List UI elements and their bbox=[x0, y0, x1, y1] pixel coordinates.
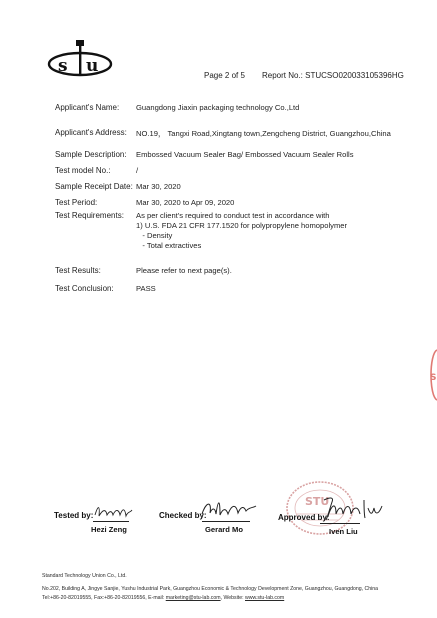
checked-by-name: Gerard Mo bbox=[205, 525, 243, 534]
footer-website-prefix: , Website: bbox=[220, 595, 245, 601]
approved-by-underline bbox=[320, 523, 360, 524]
test-requirements-line: As per client's required to conduct test in accordance with bbox=[136, 211, 330, 220]
applicant-address-label: Applicant's Address: bbox=[55, 128, 127, 137]
footer-website-link[interactable]: www.stu-lab.com bbox=[245, 595, 285, 601]
test-conclusion-label: Test Conclusion: bbox=[55, 284, 114, 293]
sample-description-label: Sample Description: bbox=[55, 150, 127, 159]
test-results-label: Test Results: bbox=[55, 266, 101, 275]
checked-by-underline bbox=[202, 521, 250, 522]
approved-by-label: Approved by: bbox=[278, 513, 330, 522]
applicant-name-value: Guangdong Jiaxin packaging technology Co.,Ltd bbox=[136, 103, 300, 112]
logo-text: STU bbox=[46, 38, 48, 39]
test-requirements-label: Test Requirements: bbox=[55, 211, 124, 220]
tested-by-underline bbox=[93, 521, 129, 522]
sample-description-value: Embossed Vacuum Sealer Bag/ Embossed Vacuum Sealer Rolls bbox=[136, 150, 354, 159]
checked-by-signature bbox=[198, 496, 260, 522]
approved-by-signature bbox=[318, 494, 386, 524]
footer-company: Standard Technology Union Co., Ltd. bbox=[42, 573, 127, 579]
test-requirements-line: 1) U.S. FDA 21 CFR 177.1520 for polypropylene homopolymer bbox=[136, 221, 348, 230]
sample-receipt-date-label: Sample Receipt Date: bbox=[55, 182, 133, 191]
report-number: Report No.: STUCSO020033105396HG bbox=[262, 71, 404, 80]
test-model-value: / bbox=[136, 166, 139, 175]
svg-text:S: S bbox=[430, 373, 437, 383]
applicant-address-value: NO.19， Tangxi Road,Xingtang town,Zengcheng District, Guangzhou,China bbox=[136, 129, 391, 138]
applicant-name-label: Applicant's Name: bbox=[55, 103, 120, 112]
test-results-value: Please refer to next page(s). bbox=[136, 266, 232, 275]
footer-email-link[interactable]: marketing@stu-lab.com bbox=[165, 595, 221, 601]
footer-contact bbox=[42, 595, 284, 601]
approved-by-name: Iven Liu bbox=[329, 527, 358, 536]
test-requirements-line: - Density bbox=[136, 231, 173, 240]
tested-by-label: Tested by: bbox=[54, 511, 94, 520]
test-conclusion-value: PASS bbox=[136, 284, 156, 293]
checked-by-label: Checked by: bbox=[159, 511, 207, 520]
tested-by-name: Hezi Zeng bbox=[91, 525, 127, 534]
test-model-label: Test model No.: bbox=[55, 166, 111, 175]
svg-text:u: u bbox=[86, 56, 99, 76]
test-requirements-line: - Total extractives bbox=[136, 241, 202, 250]
test-period-label: Test Period: bbox=[55, 198, 98, 207]
sample-receipt-date-value: Mar 30, 2020 bbox=[136, 182, 181, 191]
footer-contact-prefix: Tel:+86-20-82019555, Fax:+86-20-82019556, E-mail: bbox=[42, 595, 166, 601]
page-number: Page 2 of 5 bbox=[204, 71, 245, 80]
tested-by-signature bbox=[92, 501, 134, 521]
footer-address: No.202, Building A, Jingye Sanjie, Yushu Industrial Park, Guangzhou Economic & Technology Development Zone, Guangzhou, Guangdong, China bbox=[42, 586, 379, 592]
test-period-value: Mar 30, 2020 to Apr 09, 2020 bbox=[136, 198, 235, 207]
edge-stamp-mark bbox=[427, 348, 437, 402]
stu-logo bbox=[46, 38, 114, 82]
svg-text:s: s bbox=[58, 56, 68, 76]
stamp-text: STU bbox=[305, 495, 330, 508]
